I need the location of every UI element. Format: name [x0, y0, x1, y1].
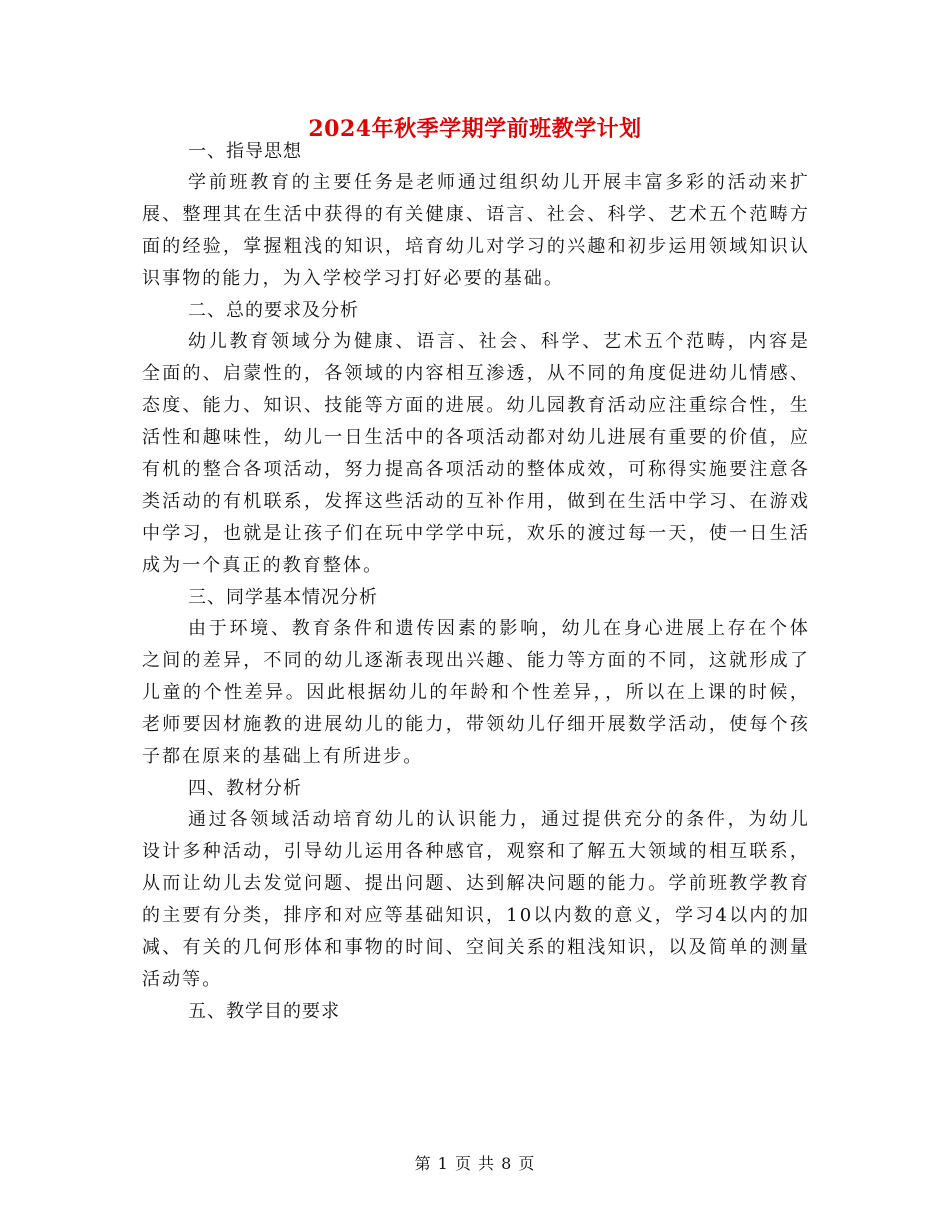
page-number-footer: 第 1 页 共 8 页	[414, 1154, 536, 1173]
section-paragraph: 由于环境、教育条件和遗传因素的影响，幼儿在身心进展上存在个体之间的差异，不同的幼儿逐渐表现出兴趣、能力等方面的不同，这就形成了儿童的个性差异。因此根据幼儿的年龄和个性差异，，所以在上课的时候，老师要因材施教的进展幼儿的能力，带领幼儿仔细开展数学活动，使每个孩子都在原来的基础上有所进步。	[142, 618, 810, 767]
section-paragraph: 通过各领域活动培育幼儿的认识能力，通过提供充分的条件，为幼儿设计多种活动，引导幼儿运用各种感官，观察和了解五大领域的相互联系，从而让幼儿去发觉问题、提出问题、达到解决问题的能力。学前班教学教育的主要有分类，排序和对应等基础知识，10以内数的意义，学习4以内的加减、有关的几何形体和事物的时间、空间关系的粗浅知识，以及简单的测量活动等。	[142, 809, 810, 990]
section-paragraph: 幼儿教育领域分为健康、语言、社会、科学、艺术五个范畴，内容是全面的、启蒙性的，各领域的内容相互渗透，从不同的角度促进幼儿情感、态度、能力、知识、技能等方面的进展。幼儿园教育活动应注重综合性，生活性和趣味性，幼儿一日生活中的各项活动都对幼儿进展有重要的价值，应有机的整合各项活动，努力提高各项活动的整体成效，可称得实施要注意各类活动的有机联系，发挥这些活动的互补作用，做到在生活中学习、在游戏中学习，也就是让孩子们在玩中学学中玩，欢乐的渡过每一天，使一日生活成为一个真正的教育整体。	[142, 331, 810, 576]
section-heading-guiding-thought: 一、指导思想	[188, 141, 302, 162]
section-heading-teaching-goals: 五、教学目的要求	[188, 1001, 340, 1022]
section-heading-student-analysis: 三、同学基本情况分析	[188, 587, 378, 608]
document-title: 2024年秋季学期学前班教学计划	[308, 116, 642, 142]
section-paragraph: 学前班教育的主要任务是老师通过组织幼儿开展丰富多彩的活动来扩展、整理其在生活中获得的有关健康、语言、社会、科学、艺术五个范畴方面的经验，掌握粗浅的知识，培育幼儿对学习的兴趣和初步运用领域知识认识事物的能力，为入学校学习打好必要的基础。	[142, 172, 810, 289]
section-heading-general-requirements: 二、总的要求及分析	[188, 300, 359, 321]
section-heading-textbook-analysis: 四、教材分析	[188, 778, 302, 799]
document-body	[142, 136, 810, 1027]
